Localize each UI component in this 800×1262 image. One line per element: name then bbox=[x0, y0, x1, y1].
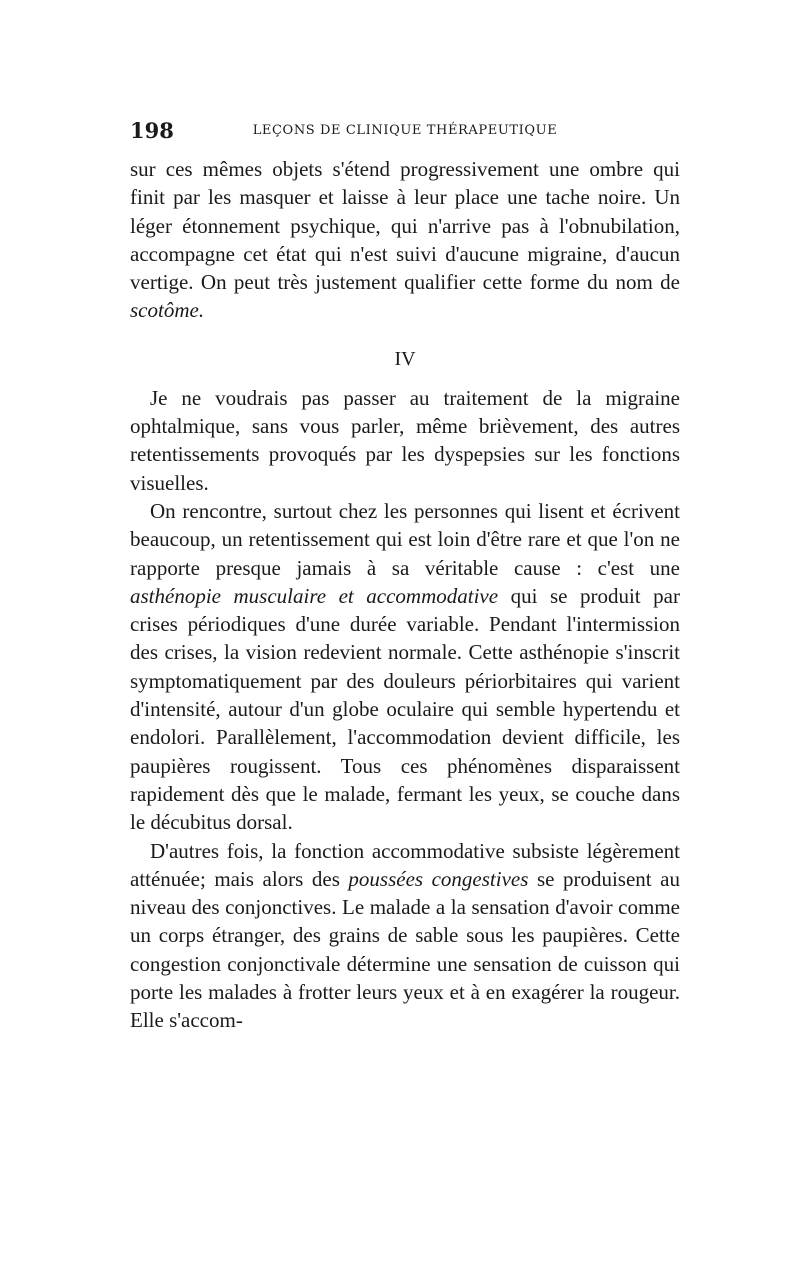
paragraph-text: D'autres fois, la fonction accommodative subsiste légèrement atténuée; mais alors des bbox=[130, 838, 680, 891]
body-text bbox=[130, 155, 680, 1035]
paragraph: Je ne voudrais pas passer au traitement de la migraine ophtalmique, sans vous parler, même brièvement, des autres retentissements provoqués par les dyspepsies sur les fonctions visuelles. bbox=[130, 385, 680, 495]
section-heading: IV bbox=[394, 347, 416, 370]
page-header bbox=[130, 118, 680, 144]
running-title: LEÇONS DE CLINIQUE THÉRAPEUTIQUE bbox=[252, 123, 558, 138]
paragraph-continuation bbox=[130, 155, 680, 325]
paragraph bbox=[130, 837, 680, 1035]
paragraph-text: On rencontre, surtout chez les personnes qui lisent et écrivent beaucoup, un retentissement qui est loin d'être rare et que l'on ne rapporte presque jamais à sa véritable cause : c'est une bbox=[130, 498, 680, 580]
emphasis-text: asthénopie musculaire et accommodative bbox=[130, 583, 499, 608]
paragraph bbox=[130, 497, 680, 837]
emphasis-text: poussées congestives bbox=[348, 866, 529, 891]
paragraph-text: qui se produit par crises périodiques d'une durée variable. Pendant l'intermission des crises, la vision redevient normale. Cette asthénopie s'inscrit symptomatiquement par des douleurs périorbitaires qui varient d'intensité, autour d'un globe oculaire qui semble hypertendu et endolori. Parallèlement, l'accommodation devient difficile, les paupières rougissent. Tous ces phénomènes disparaissent rapidement dès que le malade, fermant les yeux, se couche dans le décubitus dorsal. bbox=[130, 583, 680, 835]
paragraph-text: sur ces mêmes objets s'étend progressivement une ombre qui finit par les masquer et laisse à leur place une tache noire. Un léger étonnement psychique, qui n'arrive pas à l'obnubilation, accompagne cet état qui n'est suivi d'aucune migraine, d'aucun vertige. On peut très justement qualifier cette forme du nom de bbox=[130, 157, 680, 295]
page-number: 198 bbox=[130, 118, 174, 143]
emphasis-text: scotôme. bbox=[130, 298, 205, 323]
paragraph-text: se produisent au niveau des conjonctives. Le malade a la sensation d'avoir comme un corps étranger, des grains de sable sous les paupières. Cette congestion conjonctivale détermine une sensation de cuisson qui porte les malades à frotter leurs yeux et à en exagérer la rougeur. Elle s'accom- bbox=[130, 866, 680, 1033]
